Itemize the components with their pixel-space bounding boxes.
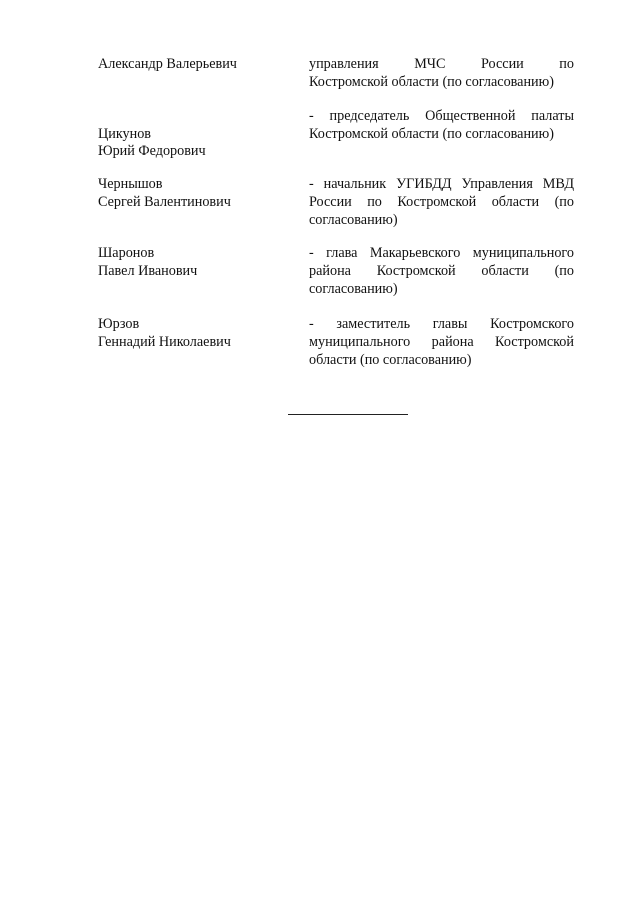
person-position [309,315,574,369]
person-position [309,55,574,91]
position-line: - председатель Общественной палаты [309,108,574,124]
person-surname: Шаронов [98,245,155,261]
position-line: согласованию) [309,212,398,228]
position-line: муниципального района Костромской [309,334,574,350]
person-position [309,244,574,298]
position-line: управления МЧС России по [309,56,574,72]
person-name-line: Александр Валерьевич [98,56,237,72]
person-given-name: Юрий Федорович [98,143,206,159]
position-line: России по Костромской области (по [309,194,574,210]
person-given-name: Сергей Валентинович [98,194,231,210]
person-position [309,107,574,143]
position-line: - заместитель главы Костромского [309,316,574,332]
person-given-name: Геннадий Николаевич [98,334,231,350]
position-line: - глава Макарьевского муниципального [309,245,574,261]
person-surname: Цикунов [98,126,152,142]
position-line: - начальник УГИБДД Управления МВД [309,176,574,192]
person-position [309,175,574,229]
person-given-name: Павел Иванович [98,263,198,279]
position-line: Костромской области (по согласованию) [309,74,554,90]
end-divider [288,414,408,415]
position-line: области (по согласованию) [309,352,472,368]
position-line: района Костромской области (по [309,263,574,279]
position-line: Костромской области (по согласованию) [309,126,554,142]
person-surname: Юрзов [98,316,140,332]
position-line: согласованию) [309,281,398,297]
person-surname: Чернышов [98,176,163,192]
